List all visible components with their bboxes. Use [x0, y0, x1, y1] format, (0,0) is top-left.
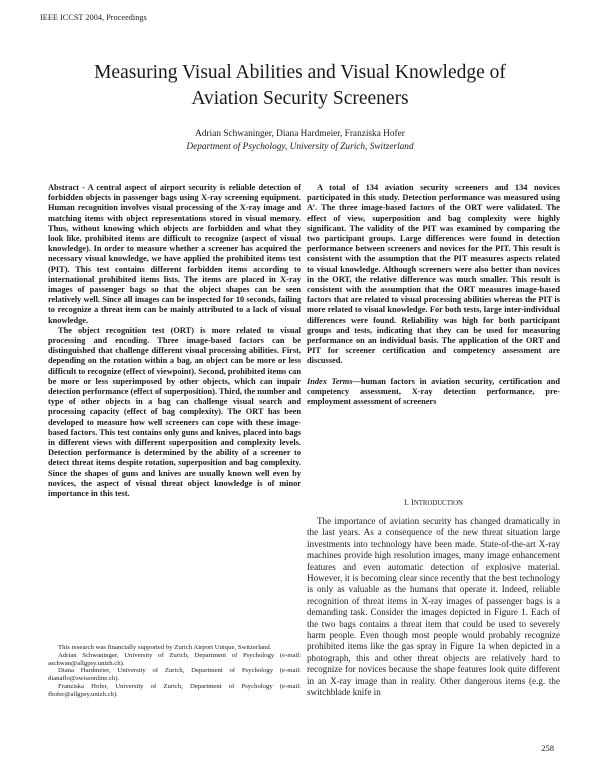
abstract-paragraph-3: A total of 134 aviation security screeners and 134 novices participated in this study. Detection performance was measured using A’. The three image-based factors of the ORT were validated. The effect of view, superposition and bag complexity were highly significant. The validity of the PIT was examined by comparing the two participant groups. Large differences were found in detection performance between screeners and novices for the PIT. This result is consistent with the assumption that the PIT measures aspects related to visual knowledge. Although screeners were also better than novices in the ORT, the relative difference was much smaller. This result is consistent with the assumption that the ORT measures image-based factors that are related to visual processing abilities whereas the PIT is more related to visual knowledge. For both tests, large inter-individual differences were found. Reliability was high for both participant groups and tests, indicating that they can be used for measuring performance on an individual basis. The application of the ORT and PIT for screener certification and competency assessment are discussed. — [307, 183, 560, 366]
introduction-body — [307, 516, 560, 699]
section-heading — [307, 498, 560, 509]
paper-authors: Adrian Schwaninger, Diana Hardmeier, Franziska Hofer — [195, 129, 405, 139]
paper-title: Measuring Visual Abilities and Visual Knowledge of Aviation Security Screeners — [94, 62, 506, 109]
paper-affiliation: Department of Psychology, University of Zurich, Switzerland — [186, 142, 414, 152]
proceedings-header: IEEE ICCST 2004, Proceedings — [40, 13, 147, 22]
page-number: 258 — [541, 743, 554, 753]
index-terms-label: Index Terms — [307, 376, 353, 386]
section-number: I. — [404, 498, 409, 507]
footnote-author-2: Diana Hardmeier, University of Zurich, Department of Psychology (e-mail: dianaflo@swissonline.ch). — [48, 667, 301, 683]
index-terms-text: —human factors in aviation security, certification and competency assessment, X-ray detection performance, pre-employment assessment of screeners — [307, 376, 561, 407]
footnote-funding: This research was financially supported by Zurich Airport Unique, Switzerland. — [58, 644, 272, 651]
index-terms — [307, 377, 560, 408]
intro-paragraph-1: The importance of aviation security has changed dramatically in the last years. As a consequence of the new threat situation large investments into technology have been made. State-of-the-art X-ray machines provide high resolution images, many image enhancement features and even automatic detection of explosive material. However, it is becoming clear since recently that the best technology is only as valuable as the humans that operate it. Indeed, reliable recognition of threat items in X-ray images of passenger bags is a demanding task. Consider the images depicted in Figure 1. Each of the two bags contains a threat item that could be used to severely harm people. Even though most people would probably recognize prohibited items like the gas spray in Figure 1a when depicted in a photograph, this and other threat objects are relatively hard to recognize for novices because the shape features look quite different in an X-ray image than in reality. Other dangerous items (e.g. the switchblade knife in — [307, 516, 560, 698]
right-column — [307, 183, 560, 407]
footnotes — [48, 644, 301, 699]
abstract-paragraph-1: Abstract - A central aspect of airport security is reliable detection of forbidden objects in passenger bags using X-ray screening equipment. Human recognition involves visual processing of the X-ray image and matching items with object representations stored in visual memory. Thus, without knowing which objects are forbidden and what they look like, prohibited items are difficult to recognize (aspect of visual knowledge). In order to measure whether a screener has acquired the necessary visual knowledge, we have applied the prohibited items test (PIT). This test contains different forbidden items according to international prohibited items lists. The items are placed in X-ray images of passenger bags so that the object shapes can be seen relatively well. Since all images can be inspected for 10 seconds, failing to recognize a threat item can be mainly attributed to a lack of visual knowledge. — [48, 183, 301, 325]
footnote-author-3: Franziska Hofer, University of Zurich, Department of Psychology (e-mail: fhofer@allgpsy.unizh.ch). — [48, 682, 301, 698]
abstract-paragraph-2: The object recognition test (ORT) is more related to visual processing and encoding. Three image-based factors can be distinguished that challenge different visual processing abilities. First, depending on the rotation within a bag, an object can be more or less difficult to recognize (effect of viewpoint). Second, prohibited items can be more or less superimposed by other objects, which can impair detection performance (effect of superposition). Third, the number and type of other objects in a bag can challenge visual search and processing capacity (effect of bag complexity). The ORT has been developed to measure how well screeners can cope with these image-based factors. This test contains only guns and knives, placed into bags in different views with different superposition and complexity levels. Detection performance is determined by the ability of a screener to detect threat items despite rotation, superposition and bag complexity. Since the shapes of guns and knives are usually known well even by novices, the aspect of visual threat object knowledge is of minor importance in this test. — [48, 325, 301, 499]
section-title-first: I — [411, 498, 414, 507]
footnote-author-1: Adrian Schwaninger, University of Zurich, Department of Psychology (e-mail: aschwan@allgpsy.unizh.ch). — [48, 651, 301, 667]
left-column — [48, 183, 301, 499]
section-title-rest: NTRODUCTION — [413, 500, 463, 507]
